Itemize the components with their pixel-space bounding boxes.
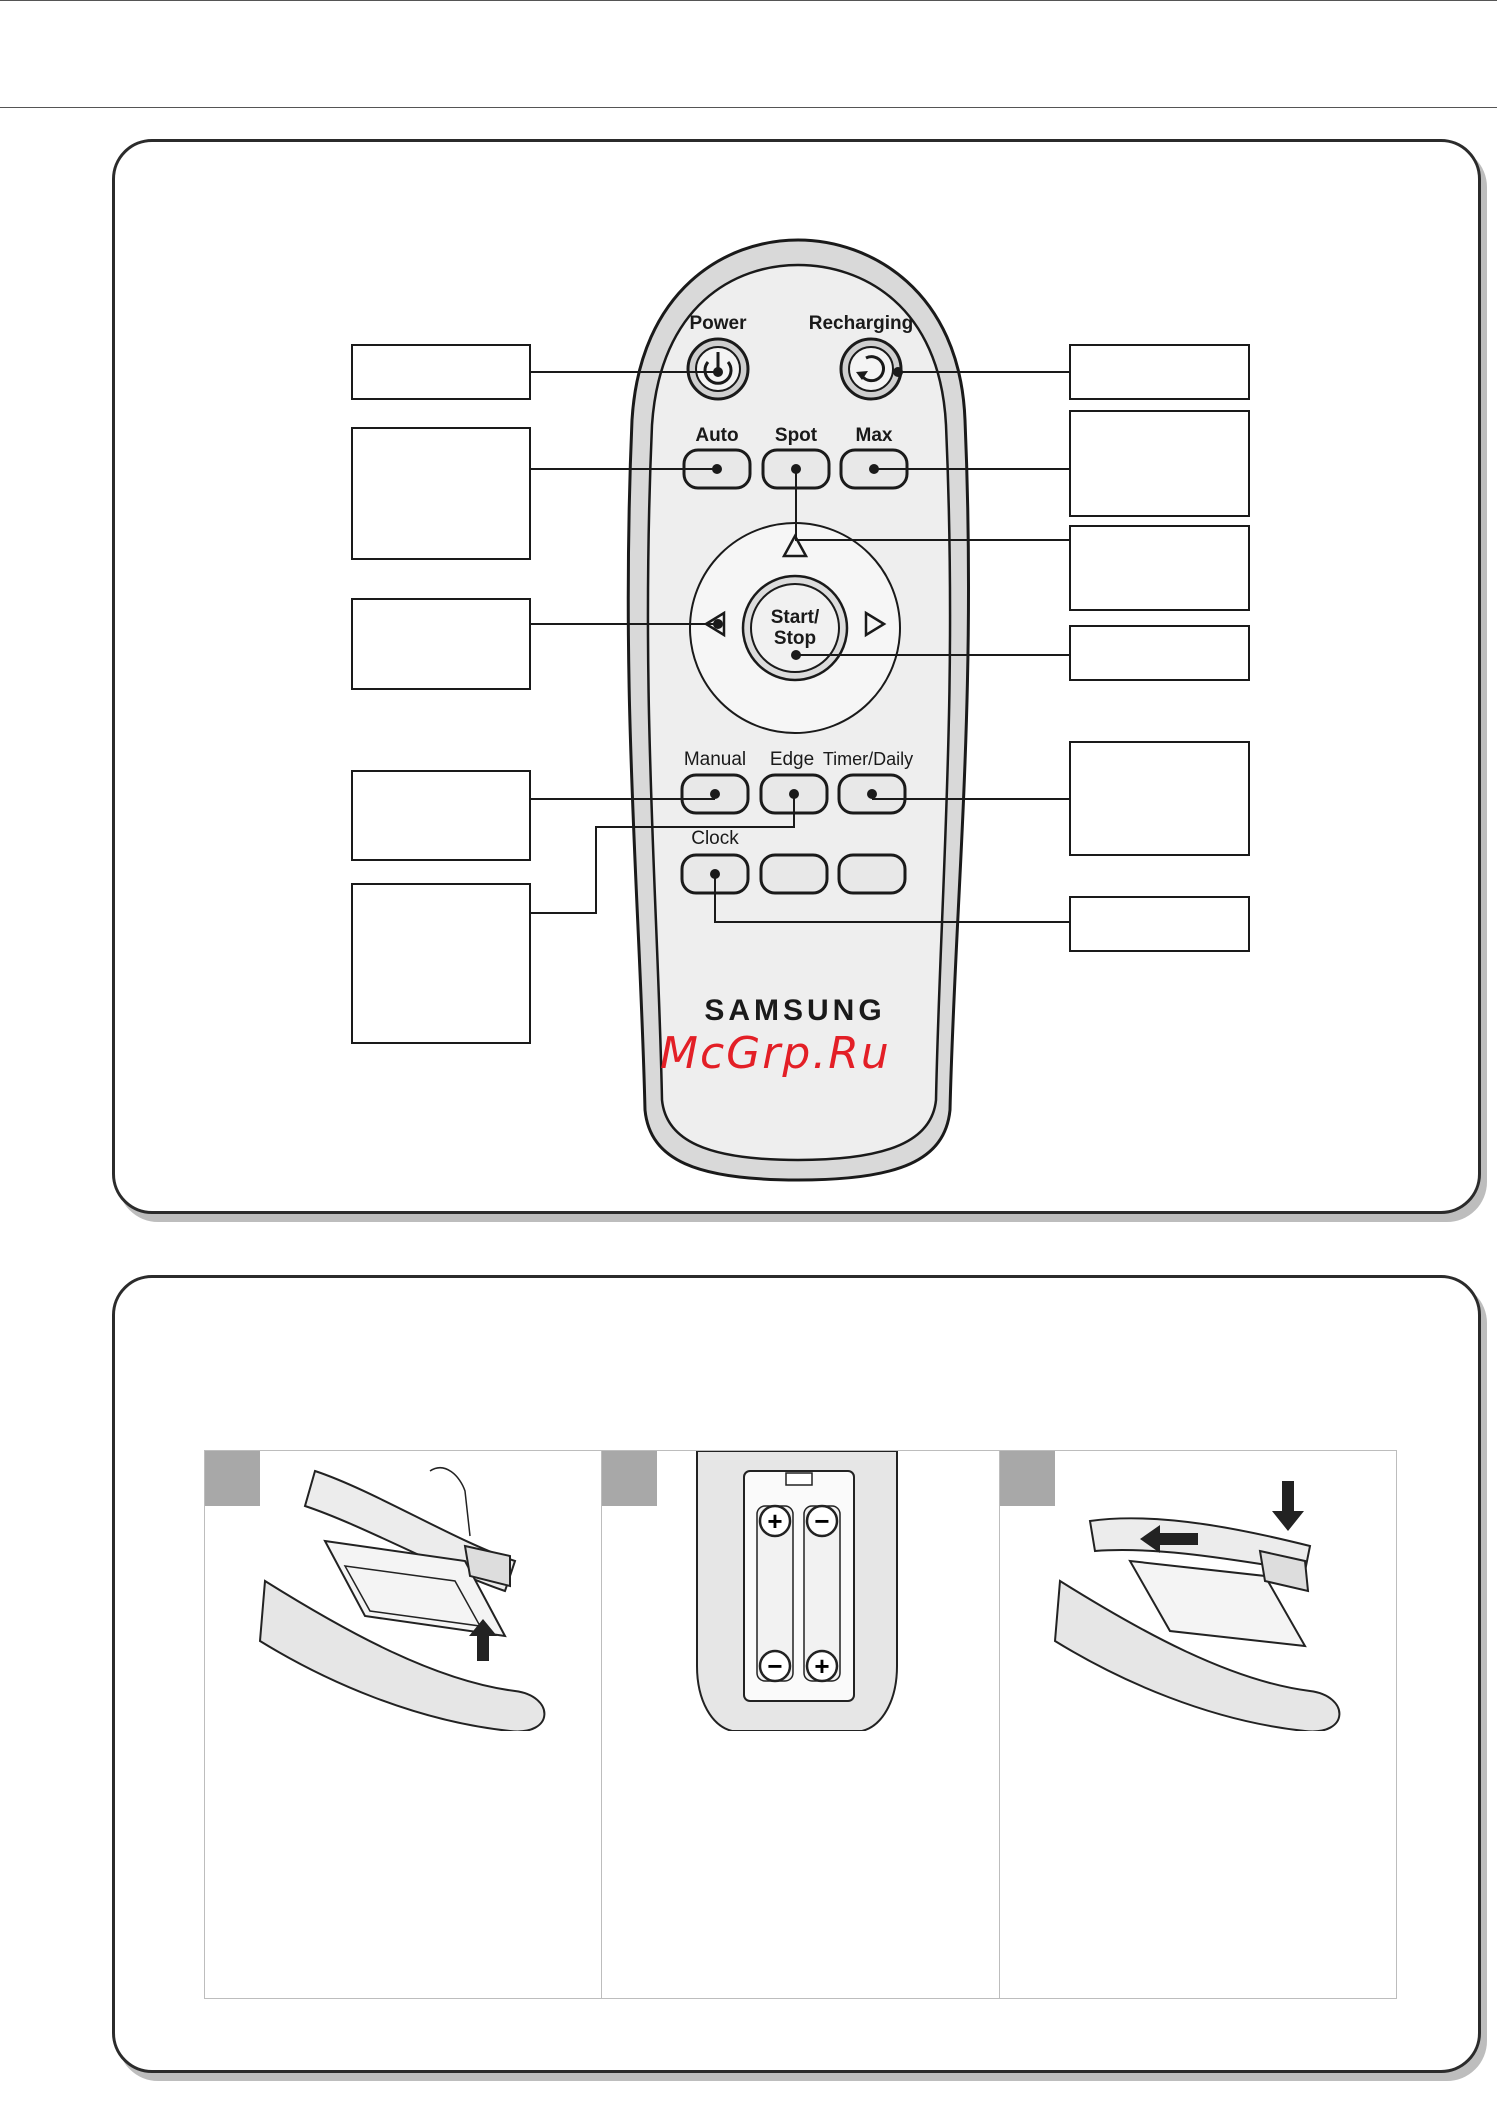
callout-box-timer bbox=[1070, 742, 1249, 855]
callout-box-start-stop bbox=[1070, 626, 1249, 680]
minus-symbol: − bbox=[814, 1506, 830, 1536]
max-label: Max bbox=[855, 425, 893, 446]
battery-steps bbox=[204, 1450, 1397, 1999]
callout-box-edge bbox=[352, 884, 530, 1043]
auto-label: Auto bbox=[695, 425, 739, 446]
blank-button-2 bbox=[839, 855, 905, 893]
callout-box-up bbox=[1070, 526, 1249, 610]
callout-box-auto bbox=[352, 428, 530, 559]
power-label: Power bbox=[689, 313, 747, 334]
recharging-button bbox=[841, 339, 901, 399]
close-cover-illustration bbox=[1050, 1451, 1346, 1731]
manual-dot bbox=[710, 789, 720, 799]
watermark: McGrp.Ru bbox=[660, 1028, 891, 1079]
clock-label: Clock bbox=[691, 828, 739, 849]
plus-symbol: + bbox=[767, 1506, 783, 1536]
recharging-label: Recharging bbox=[808, 313, 914, 334]
step-3-badge bbox=[1000, 1451, 1055, 1506]
timer-daily-label: Timer/Daily bbox=[822, 749, 914, 769]
callout-box-clock bbox=[1070, 897, 1249, 951]
callout-box-max bbox=[1070, 411, 1249, 516]
callout-box-manual bbox=[352, 771, 530, 860]
step-2 bbox=[602, 1451, 999, 1998]
plus-symbol: + bbox=[814, 1651, 830, 1681]
minus-symbol: − bbox=[767, 1651, 783, 1681]
start-stop-label-1: Start/ bbox=[770, 607, 820, 628]
callout-box-recharging bbox=[1070, 345, 1249, 399]
spot-label: Spot bbox=[774, 425, 818, 446]
start-stop-label-2: Stop bbox=[773, 628, 817, 649]
step-1-badge bbox=[205, 1451, 260, 1506]
callout-box-left bbox=[352, 599, 530, 689]
samsung-logo: SAMSUNG bbox=[704, 994, 886, 1027]
edge-label: Edge bbox=[769, 749, 815, 770]
step-1 bbox=[205, 1451, 602, 1998]
callout-box-power bbox=[352, 345, 530, 399]
manual-label: Manual bbox=[683, 749, 747, 770]
battery-insert-illustration bbox=[652, 1451, 948, 1731]
open-cover-illustration bbox=[255, 1451, 551, 1731]
step-2-badge bbox=[602, 1451, 657, 1506]
down-arrow-icon bbox=[1272, 1481, 1304, 1531]
step-3 bbox=[1000, 1451, 1396, 1998]
blank-button-1 bbox=[761, 855, 827, 893]
timer-dot bbox=[867, 789, 877, 799]
